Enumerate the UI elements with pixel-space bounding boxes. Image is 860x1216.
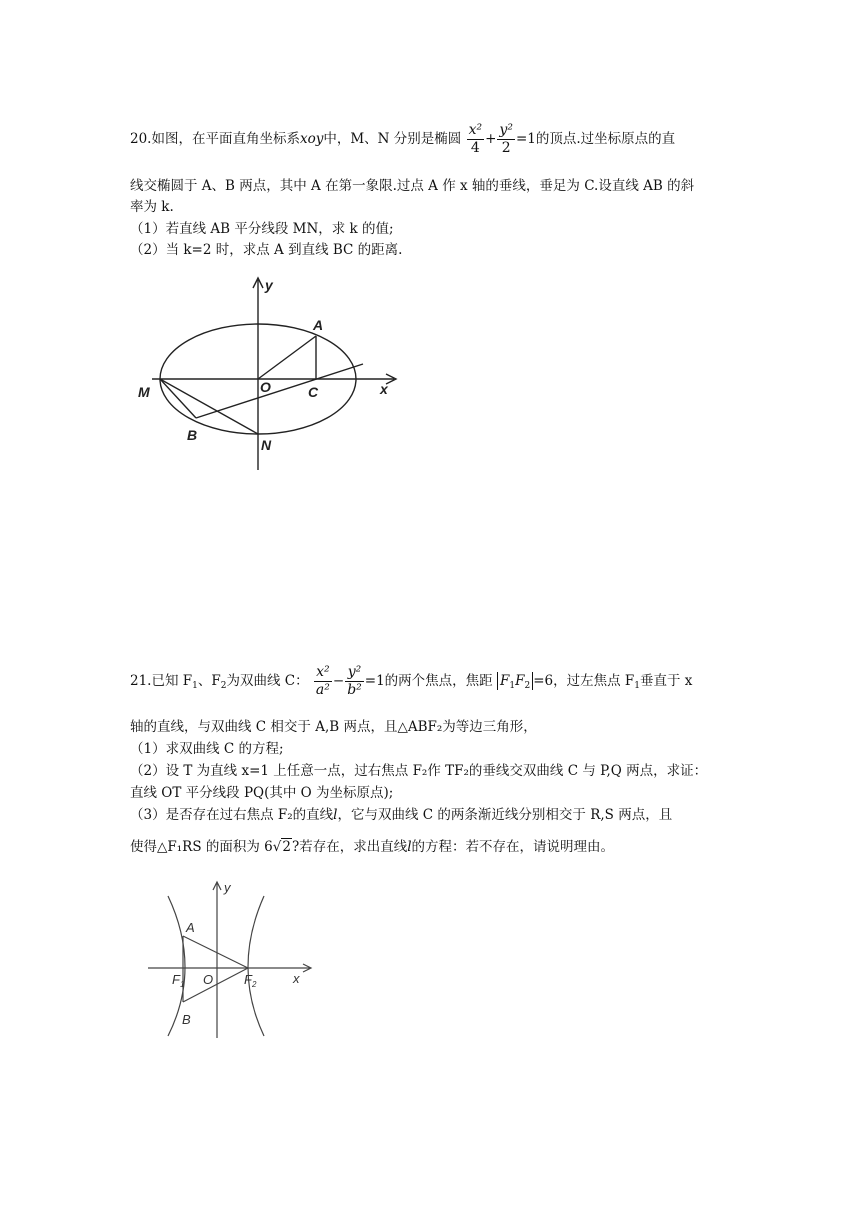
label-y: y (265, 277, 273, 293)
q21-p3-a: （3）是否存在过右焦点 F₂的直线 (130, 807, 334, 823)
q21-text-f: 垂直于 x (639, 673, 693, 689)
label-b: B (182, 1012, 191, 1027)
label-o: O (203, 972, 214, 987)
q20-frac-x-den: 4 (470, 140, 480, 156)
q21-eq: =1 (364, 673, 385, 689)
q21-sqrt-rad: 2 (282, 839, 291, 855)
segment-oa (258, 336, 316, 379)
segment-bf2 (183, 968, 248, 1002)
segment-af2 (183, 936, 248, 968)
q20-text-b: 中，M、N 分别是椭圆 (323, 131, 462, 147)
line-ab (196, 364, 363, 418)
q21-frac-a-num: x² (314, 664, 332, 682)
q21-abs-s2: 2 (524, 681, 531, 691)
label-f2 (244, 972, 257, 989)
q21-part1: （1）求双曲线 C 的方程; (130, 741, 284, 757)
q21-p3-b: ，它与双曲线 C 的两条渐近线分别相交于 R,S 两点，且 (337, 807, 673, 823)
q21-abs-f2: F (515, 673, 525, 689)
q21-abs-f1f2 (497, 672, 533, 690)
label-o: O (260, 379, 271, 395)
label-b: B (187, 427, 198, 443)
q21-p3-l: l (333, 807, 338, 823)
q20-line3: 率为 k. (130, 199, 174, 215)
q21-text-d: 的两个焦点，焦距 (384, 673, 493, 689)
q21-part2-cont: 直线 OT 平分线段 PQ(其中 O 为坐标原点); (130, 785, 394, 801)
q21-abs-f: F (499, 673, 510, 689)
q20-frac-x (467, 122, 485, 157)
q21-frac-b (345, 664, 364, 699)
q21-p4-l: l (407, 839, 412, 855)
q20-part1: （1）若直线 AB 平分线段 MN，求 k 的值; (130, 221, 394, 237)
q21-text-c: 为双曲线 C： (226, 673, 309, 689)
label-f2-sub: 2 (251, 980, 257, 989)
q21-part3-cont (130, 837, 730, 857)
label-f2-main: F (244, 972, 252, 987)
label-a: A (186, 920, 195, 935)
q20-line2: 线交椭圆于 A、B 两点，其中 A 在第一象限.过点 A 作 x 轴的垂线，垂足为 C.设直线 AB 的斜 (130, 178, 695, 194)
q20-text-a: 20.如图，在平面直角坐标系 (130, 131, 300, 147)
q20-text-c: 的顶点.过坐标原点的直 (535, 131, 676, 147)
q20-frac-x-num: x² (468, 122, 483, 138)
label-c: C (308, 384, 319, 400)
q21-frac-a-den: a² (315, 682, 330, 698)
label-f1-sub: 1 (179, 980, 185, 989)
q21-hyperbola-figure (140, 878, 320, 1043)
q20-var-xoy: xoy (299, 131, 324, 147)
q20-plus: + (485, 131, 497, 147)
q20-part2: （2）当 k=2 时，求点 A 到直线 BC 的距离. (130, 242, 403, 258)
label-y: y (224, 880, 231, 895)
q21-sub2: 2 (220, 681, 227, 691)
q21-line2: 轴的直线，与双曲线 C 相交于 A,B 两点，且△ABF₂为等边三角形， (130, 719, 537, 735)
q21-part2: （2）设 T 为直线 x=1 上任意一点，过右焦点 F₂作 TF₂的垂线交双曲线 C 与 P,Q 两点，求证： (130, 763, 708, 779)
q20-frac-y (497, 122, 515, 157)
label-x: x (293, 971, 300, 986)
q21-line1 (130, 664, 730, 699)
q21-part3 (130, 805, 730, 825)
hyperbola-right-branch (248, 896, 264, 1036)
q21-p4-a: 使得△F₁RS 的面积为 6 (130, 839, 273, 855)
q20-eq: =1 (515, 131, 536, 147)
label-m: M (138, 384, 150, 400)
q21-sub3: 1 (634, 681, 640, 691)
q20-line1 (130, 122, 730, 157)
segment-mb (160, 379, 196, 418)
q21-frac-b-den: b² (347, 682, 362, 698)
q20-ellipse-figure (130, 270, 410, 480)
q21-abs-s1: 1 (509, 681, 516, 691)
label-a: A (313, 317, 324, 333)
label-x: x (380, 381, 388, 397)
q21-frac-b-num: y² (345, 664, 364, 682)
q21-p4-b: ?若存在，求出直线 (291, 839, 408, 855)
q21-text-a: 21.已知 F (130, 673, 193, 689)
q21-text-b: 、F (197, 673, 221, 689)
q21-text-e: =6，过左焦点 F (533, 673, 635, 689)
q20-frac-y-num: y² (499, 122, 513, 138)
q21-minus: − (332, 673, 345, 689)
q21-p4-c: 的方程：若不存在，请说明理由。 (411, 839, 615, 855)
q21-sub1: 1 (192, 681, 198, 691)
q21-frac-a (314, 664, 332, 699)
label-f1-main: F (172, 972, 180, 987)
q21-sqrt: √2 (272, 839, 291, 855)
q20-frac-y-den: 2 (501, 140, 511, 156)
label-n: N (261, 437, 272, 453)
segment-mn (160, 379, 258, 434)
